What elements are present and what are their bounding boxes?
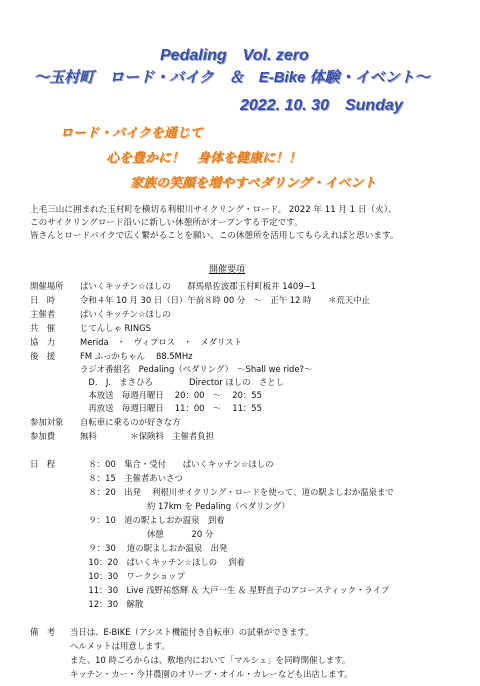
detail-value-fee: 無料 ＊保険料 主催者負担 <box>80 431 214 441</box>
detail-value-support: FM ふっかちゃん 88.5MHz <box>80 351 193 361</box>
detail-label-organizer: 主催者 <box>30 309 56 319</box>
detail-value-radio-dj: D. J. まさひろ Director ほしの さとし <box>80 377 284 387</box>
schedule-item: 10：20 ぱいくキッチン☆ほしの 到着 <box>80 557 245 567</box>
note-line: キッチン・カー・今井農園のオリーブ・オイル・カレーなども出店します。 <box>70 669 353 679</box>
schedule-item: 10：30 ワークショップ <box>80 571 185 581</box>
detail-label-datetime: 日 時 <box>30 295 56 305</box>
section-heading: 開催要項 <box>209 265 246 275</box>
schedule-item: ９：10 道の駅よしおか温泉 到着 <box>80 515 225 525</box>
note-line: 当日は、E-BIKE（アシスト機能付き自転車）の試乗ができます。 <box>70 627 314 637</box>
schedule-item: ８：20 出発 利根川サイクリング・ロードを使って、道の駅よしおか温泉まで <box>80 487 394 497</box>
schedule-item: 12：30 解散 <box>80 599 144 609</box>
detail-value-target: 自転車に乗るのが好きな方 <box>80 417 181 427</box>
note-line: ヘルメットは用意します。 <box>70 641 170 651</box>
detail-label-target: 参加対象 <box>30 417 64 427</box>
title-line-3: 2022. 10. 30 Sunday <box>240 97 403 114</box>
detail-label-support: 後 援 <box>30 351 56 361</box>
slogan-line-1: ロード・バイクを通じて <box>60 126 203 141</box>
schedule-item: 休憩 20 分 <box>80 529 214 539</box>
note-line: また、10 時ごろからは、敷地内において「マルシェ」を同時開催します。 <box>70 655 351 665</box>
schedule-label: 日 程 <box>30 459 56 469</box>
detail-value-broadcast: 本放送 毎週月曜日 20：00 ～ 20：55 <box>80 390 262 400</box>
intro-line: 上毛三山に囲まれた玉村町を横切る利根川サイクリング・ロード。 2022 年 11 月 1 日（火）、 <box>30 205 397 215</box>
schedule-item: 11：30 Live 浅野祐悠輝 ＆ 大戸一生 ＆ 星野直子のアコースティック・ライブ <box>80 585 390 595</box>
detail-label-fee: 参加費 <box>30 431 56 441</box>
detail-value-venue: ぱいくキッチン☆ほしの 群馬県佐波郡玉村町板井 1409−1 <box>80 281 316 291</box>
intro-line: 皆さんとロードバイクで広く繋がることを願い、この休憩所を活用してもらえればと思います。 <box>30 231 399 241</box>
detail-label-cooperation: 協 力 <box>30 337 56 347</box>
title-line-1: Pedaling Vol. zero <box>160 47 309 64</box>
detail-value-cooperation: Merida ・ ヴィプロス ・ メダリスト <box>80 337 242 347</box>
detail-value-rebroadcast: 再放送 毎週日曜日 11：00 ～ 11：55 <box>80 403 262 413</box>
detail-value-cohost: じてんしゃ RINGS <box>80 323 151 333</box>
detail-value-radio-program: ラジオ番組名 Pedaling（ペダリング） ～Shall we ride?～ <box>80 364 313 374</box>
title-line-2: ～玉村町 ロード・バイク ＆ E-Bike 体験・イベント～ <box>34 69 430 86</box>
schedule-item: ９：30 道の駅よしおか温泉 出発 <box>80 543 228 553</box>
detail-label-cohost: 共 催 <box>30 323 56 333</box>
detail-label-venue: 開催場所 <box>30 281 64 291</box>
intro-line: このサイクリングロード沿いに新しい休憩所がオープンする予定です。 <box>30 218 303 228</box>
detail-value-datetime: 令和４年 10 月 30 日（日）午前８時 00 分 ～ 正午 12 時 ＊荒天中止 <box>80 295 371 305</box>
schedule-item: ８：15 主催者あいさつ <box>80 473 183 483</box>
notes-label: 備 考 <box>30 627 56 637</box>
detail-value-organizer: ぱいくキッチン☆ほしの <box>80 309 171 319</box>
schedule-item: ８：00 集合・受付 ぱいくキッチン☆ほしの <box>80 459 274 469</box>
slogan-line-2: 心を豊かに！ 身体を健康に！！ <box>106 151 302 166</box>
schedule-item: 約 17km を Pedaling（ペダリング） <box>80 501 290 511</box>
slogan-line-3: 家族の笑顔を増やすペダリング・イベント <box>130 176 377 191</box>
